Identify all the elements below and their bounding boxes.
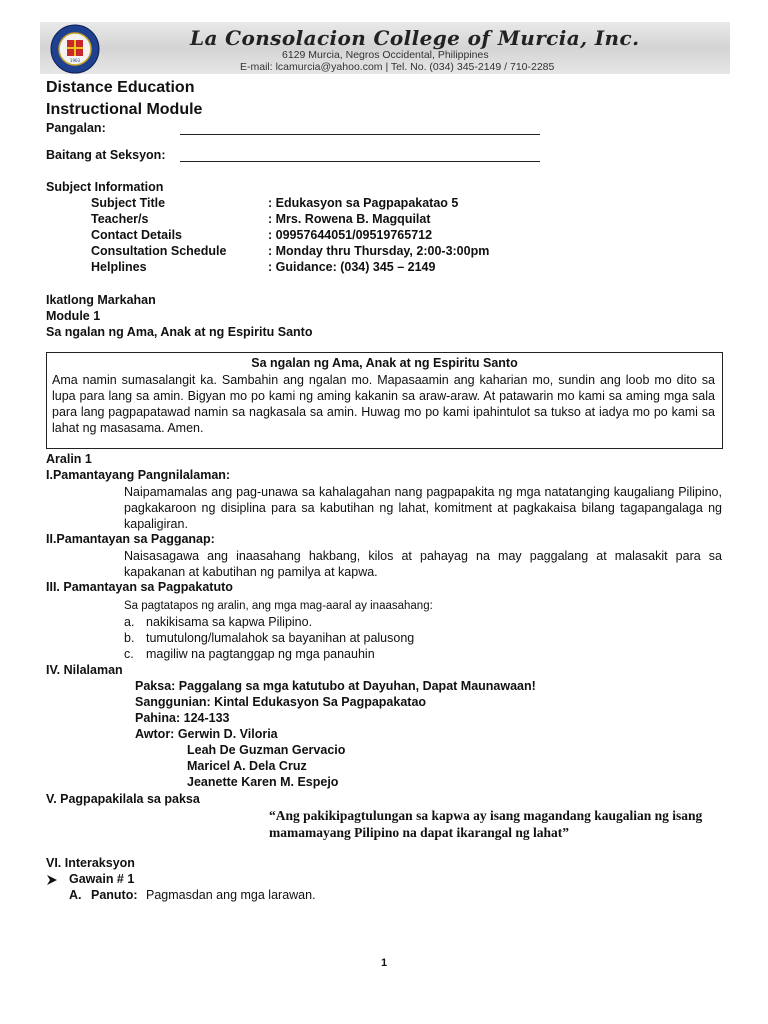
section-2-body: Naisasagawa ang inaasahang hakbang, kilos at pahayag na may paggalang at malasakit para sa kapakanan at kabutihan ng pamilya at kapwa. [124,549,722,579]
sanggunian-line: Sanggunian: Kintal Edukasyon Sa Pagpapakatao [135,695,427,709]
contact-value: : 09957644051/09519765712 [268,228,433,242]
doc-title-line2: Instructional Module [46,101,203,118]
section-blank-line[interactable] [180,161,540,162]
quarter-label: Ikatlong Markahan [46,293,156,307]
section-label: Baitang at Seksyon: [46,148,166,162]
schedule-value: : Monday thru Thursday, 2:00-3:00pm [268,244,490,258]
panuto-marker: A. [69,888,82,902]
co-author-2: Maricel A. Dela Cruz [187,759,307,773]
panuto-label: Panuto: [91,888,138,902]
section-3-heading: III. Pamantayan sa Pagpakatuto [46,580,233,594]
prayer-body: Ama namin sumasalangit ka. Sambahin ang ngalan mo. Mapasaamin ang kaharian mo, sundin ang loob mo dito sa lupa para lang sa amin. Bigyan mo po kami ng aming kakanin sa araw-araw. At patawarin mo kami sa aming mga sala para lang pagpapatawad namin sa nagkasala sa amin. Huwag mo po kami ipahintulot sa tukso at iadya mo po kami sa lahat ng masasama. Amen. [52,373,715,435]
subject-title-label: Subject Title [91,196,166,210]
schedule-label: Consultation Schedule [91,244,227,258]
college-address: 6129 Murcia, Negros Occidental, Philippines [282,49,489,61]
module-title: Sa ngalan ng Ama, Anak at ng Espiritu Santo [46,325,313,339]
paksa-line: Paksa: Paggalang sa mga katutubo at Dayuhan, Dapat Maunawaan! [135,679,536,693]
seal-year: 1963 [69,58,81,63]
teacher-value: : Mrs. Rowena B. Magquilat [268,212,431,226]
pahina-line: Pahina: 124-133 [135,711,230,725]
gawain-label: Gawain # 1 [69,872,135,886]
page-number: 1 [380,957,388,969]
panuto-text: Pagmasdan ang mga larawan. [146,888,316,902]
college-contact: E-mail: lcamurcia@yahoo.com | Tel. No. (034) 345-2149 / 710-2285 [240,61,555,73]
section-2-heading: II.Pamantayan sa Pagganap: [46,532,215,546]
section-1-body: Naipamamalas ang pag-unawa sa kahalagahan nang pagpapakita ng mga natatanging kaugaliang Pilipino, pagkakaroon ng disiplina para sa kabutihan ng lahat, komitment at pagkakaisa bilang tagapangalaga ng kapaligiran. [124,485,722,531]
awtor-line: Awtor: Gerwin D. Viloria [135,727,278,741]
co-author-3: Jeanette Karen M. Espejo [187,775,339,789]
helplines-label: Helplines [91,260,147,274]
aralin-label: Aralin 1 [46,452,92,466]
contact-label: Contact Details [91,228,182,242]
objective-a-marker: a. [124,615,135,629]
helplines-value: : Guidance: (034) 345 – 2149 [268,260,436,274]
subject-title-value: : Edukasyon sa Pagpapakatao 5 [268,196,459,210]
objective-c-marker: c. [124,647,134,661]
college-seal-logo [50,24,100,74]
section-1-heading: I.Pamantayang Pangnilalaman: [46,468,231,482]
module-label: Module 1 [46,309,101,323]
objective-b-marker: b. [124,631,135,645]
doc-title-line1: Distance Education [46,79,195,96]
section-5-heading: V. Pagpapakilala sa paksa [46,792,200,806]
section-4-heading: IV. Nilalaman [46,663,123,677]
objective-c-text: magiliw na pagtanggap ng mga panauhin [146,647,375,661]
co-author-1: Leah De Guzman Gervacio [187,743,346,757]
prayer-title: Sa ngalan ng Ama, Anak at ng Espiritu Santo [251,356,518,370]
name-label: Pangalan: [46,121,106,135]
college-name: La Consolacion College of Murcia, Inc. [190,26,640,50]
section-6-heading: VI. Interaksyon [46,856,135,870]
topic-quote: “Ang pakikipagtulungan sa kapwa ay isang magandang kaugalian ng isang mamamayang Pilipino na dapat ikarangal ng lahat” [269,808,703,840]
section-3-intro: Sa pagtatapos ng aralin, ang mga mag-aaral ay inaasahang: [124,600,433,612]
subject-info-heading: Subject Information [46,180,164,194]
teacher-label: Teacher/s [91,212,149,226]
objective-a-text: nakikisama sa kapwa Pilipino. [146,615,313,629]
arrow-bullet-icon [46,874,58,886]
name-blank-line[interactable] [180,134,540,135]
objective-b-text: tumutulong/lumalahok sa bayanihan at palusong [146,631,415,645]
